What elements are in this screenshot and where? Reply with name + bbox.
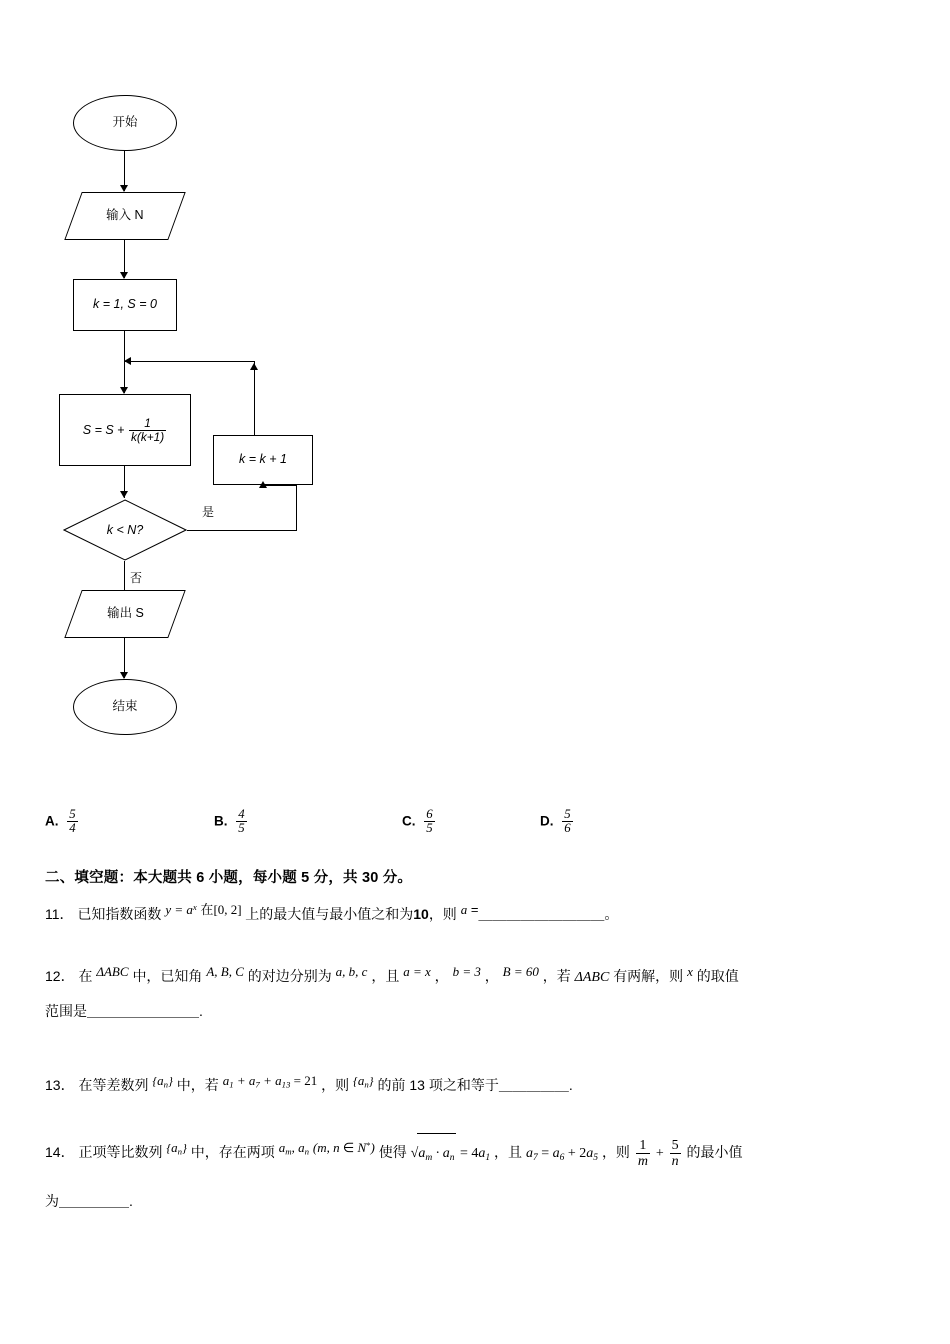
- question-12-text-5: ，: [434, 968, 449, 984]
- question-12-answer-blank[interactable]: ＿＿＿＿＿＿＿＿: [87, 1002, 199, 1019]
- option-c-numerator: 6: [426, 807, 433, 821]
- question-13-sequence-2: $\{a_n\}$: [353, 1073, 374, 1090]
- arrow-output-to-end: [120, 672, 128, 679]
- question-12-text-2: 中，已知角: [132, 968, 203, 984]
- arrow-increment-up: [250, 363, 258, 370]
- option-d-label: D.: [540, 813, 554, 829]
- question-12-triangle-2: ΔABC: [574, 970, 610, 985]
- fraction-numerator: 1: [144, 416, 151, 431]
- flowchart-node-accumulate-label: S = S +: [82, 422, 125, 437]
- flowchart-node-decision-label: k < N?: [106, 523, 144, 537]
- question-14-fraction-2: [670, 1138, 681, 1169]
- question-13-text-3: ，则: [321, 1077, 350, 1093]
- option-c[interactable]: [402, 808, 436, 836]
- option-c-label: C.: [402, 813, 416, 829]
- question-12-text-3: 的对边分别为: [247, 968, 332, 984]
- option-b[interactable]: [214, 808, 248, 836]
- option-a-numerator: 5: [69, 807, 76, 821]
- flowchart-node-end: [73, 679, 177, 735]
- question-14-line-2: [45, 1185, 910, 1218]
- flowchart-node-end-label: 结束: [112, 699, 138, 714]
- arrow-yes-to-increment: [259, 481, 267, 488]
- question-12-sides: a, b, c: [335, 964, 368, 979]
- flowchart-node-init: [73, 279, 177, 331]
- question-12-angles: A, B, C: [206, 964, 244, 979]
- flowchart-node-decision: [63, 499, 187, 561]
- question-13-text-4: 的前 13 项之和等于: [377, 1077, 499, 1093]
- fraction-denominator: k(k+1): [130, 429, 165, 444]
- question-14-number: 14．: [45, 1144, 75, 1160]
- question-12-eq3: B = 60: [502, 964, 539, 979]
- question-11: [45, 898, 910, 931]
- option-a-label: A.: [45, 813, 59, 829]
- question-12-text-4: ，且: [371, 968, 400, 984]
- flowchart-node-accumulate: [59, 394, 191, 466]
- flowchart-node-increment: [213, 435, 313, 485]
- option-a[interactable]: [45, 808, 79, 836]
- flowchart-edge-label-yes: 是: [202, 505, 215, 519]
- flowchart-node-output: [64, 590, 185, 638]
- question-11-formula: [165, 902, 245, 917]
- question-14-sequence: $\{a_n\}$: [166, 1140, 187, 1157]
- question-14-equation-2: $a_7 = a_6 + 2a_5$: [525, 1146, 599, 1163]
- question-12-line2-text: 范围是: [45, 1002, 87, 1019]
- question-12-line-1: [45, 960, 910, 995]
- question-12-eq1: a = x: [403, 964, 431, 979]
- flowchart-edge-label-no: 否: [130, 571, 143, 585]
- question-13-text-1: 在等差数列: [78, 1077, 149, 1093]
- question-14: [45, 1132, 910, 1217]
- flowchart-node-input: [64, 192, 185, 240]
- question-13-answer-blank[interactable]: ＿＿＿＿＿: [498, 1077, 569, 1093]
- flowchart-node-start-label: 开始: [112, 115, 138, 130]
- option-c-denominator: 5: [426, 821, 433, 836]
- connector-yes-horizontal: [187, 530, 297, 531]
- answer-options-row: [45, 782, 905, 838]
- arrow-accumulate-to-decision: [120, 491, 128, 498]
- connector-loop-return-horizontal: [124, 361, 255, 362]
- arrow-input-to-init: [120, 272, 128, 279]
- question-13-equation: $a_1 + a_7 + a_{13} = 21$: [222, 1073, 318, 1090]
- question-11-text-3: ，则: [428, 906, 457, 922]
- question-11-number: 11．: [45, 906, 74, 922]
- arrow-merge-to-accumulate: [120, 387, 128, 394]
- question-14-answer-blank[interactable]: ＿＿＿＿＿: [59, 1192, 129, 1209]
- question-11-a-expr: [461, 902, 479, 917]
- question-13-text-2: 中，若: [176, 1077, 219, 1093]
- flowchart-node-start: [73, 95, 177, 151]
- arrow-loop-return: [124, 357, 131, 365]
- question-12-text-6: ，: [484, 968, 499, 984]
- question-14-text-6: 的最小值: [686, 1144, 743, 1160]
- question-11-tail: 。: [604, 906, 619, 922]
- question-14-text-4: ，且: [494, 1144, 523, 1160]
- option-c-value: [423, 807, 435, 836]
- flowchart-diagram: [45, 95, 465, 755]
- question-11-formula-mid: 在: [200, 902, 214, 917]
- question-11-a-label: a: [460, 902, 468, 917]
- question-14-line2-text: 为: [45, 1192, 59, 1209]
- question-13-number: 13．: [45, 1077, 75, 1093]
- question-14-text-3: 使得: [378, 1144, 407, 1160]
- question-11-text-2: 上的最大值与最小值之和为: [245, 906, 414, 922]
- option-d-numerator: 5: [564, 807, 571, 821]
- question-12-number: 12．: [45, 968, 75, 984]
- section-title-fill-in-blank: 二、填空题：本大题共 6 小题，每小题 5 分，共 30 分。: [45, 870, 413, 886]
- option-b-value: [235, 807, 247, 836]
- question-14-text-1: 正项等比数列: [78, 1144, 163, 1160]
- question-12-eq2: b = 3: [452, 964, 481, 979]
- question-14-fraction-1: [636, 1138, 650, 1169]
- option-d-denominator: 6: [564, 821, 571, 836]
- question-12-text-1: 在: [78, 968, 93, 984]
- question-12-triangle: ΔABC: [96, 964, 129, 979]
- question-11-formula-exponent: x: [192, 902, 197, 913]
- question-11-formula-base: y = a: [165, 902, 193, 917]
- flowchart-node-input-label: 输入 N: [106, 208, 144, 223]
- question-12-text-7: ，若: [542, 968, 571, 984]
- connector-increment-to-loop-return: [254, 361, 255, 435]
- question-11-equals: =: [470, 902, 479, 917]
- option-b-denominator: 5: [238, 821, 245, 836]
- connector-yes-into-increment: [263, 485, 297, 486]
- question-14-frac1-den: m: [637, 1154, 648, 1170]
- question-13-sequence: $\{a_n\}$: [152, 1073, 173, 1090]
- question-14-text-2: 中，存在两项: [190, 1144, 275, 1160]
- question-11-text-1: 已知指数函数: [77, 906, 162, 922]
- question-12-var-x: x: [687, 964, 693, 979]
- question-12-text-8: 有两解，则: [613, 968, 684, 984]
- question-14-frac2-num: 5: [671, 1138, 679, 1154]
- flowchart-node-init-label: k = 1, S = 0: [93, 297, 157, 312]
- question-14-line-1: [45, 1132, 910, 1175]
- option-d-value: [561, 807, 573, 836]
- question-14-condition: (m, n ∈ N*): [312, 1140, 375, 1155]
- question-14-text-5: ，则: [601, 1144, 630, 1160]
- question-11-formula-interval: [0, 2]: [213, 902, 242, 917]
- question-12-line-2: [45, 995, 910, 1028]
- option-b-numerator: 4: [238, 807, 245, 821]
- question-11-value: 10: [413, 906, 429, 922]
- question-13: [45, 1069, 910, 1102]
- option-d[interactable]: [540, 808, 574, 836]
- flowchart-node-increment-label: k = k + 1: [239, 452, 287, 467]
- option-b-label: B.: [214, 813, 228, 829]
- option-a-denominator: 4: [69, 821, 76, 836]
- question-14-frac2-den: n: [671, 1154, 679, 1170]
- question-14-plus: +: [655, 1146, 664, 1161]
- question-12: [45, 960, 910, 1028]
- question-12-line2-tail: .: [199, 1002, 203, 1019]
- question-12-text-9: 的取值: [696, 968, 739, 984]
- option-a-value: [66, 807, 78, 836]
- question-11-answer-blank[interactable]: ＿＿＿＿＿＿＿＿＿: [478, 906, 605, 922]
- arrow-start-to-input: [120, 185, 128, 192]
- flowchart-node-output-label: 输出 S: [106, 606, 144, 621]
- question-14-terms: $a_m$, $a_n$: [278, 1140, 309, 1157]
- question-13-tail: .: [568, 1077, 573, 1093]
- question-14-sqrt-expression: $√a_m \cdot a_n = 4a_1$: [411, 1133, 491, 1175]
- connector-yes-vertical: [296, 485, 297, 530]
- flowchart-accumulate-fraction: [129, 417, 166, 443]
- question-14-frac1-num: 1: [639, 1138, 647, 1154]
- question-14-line2-tail: .: [129, 1192, 133, 1209]
